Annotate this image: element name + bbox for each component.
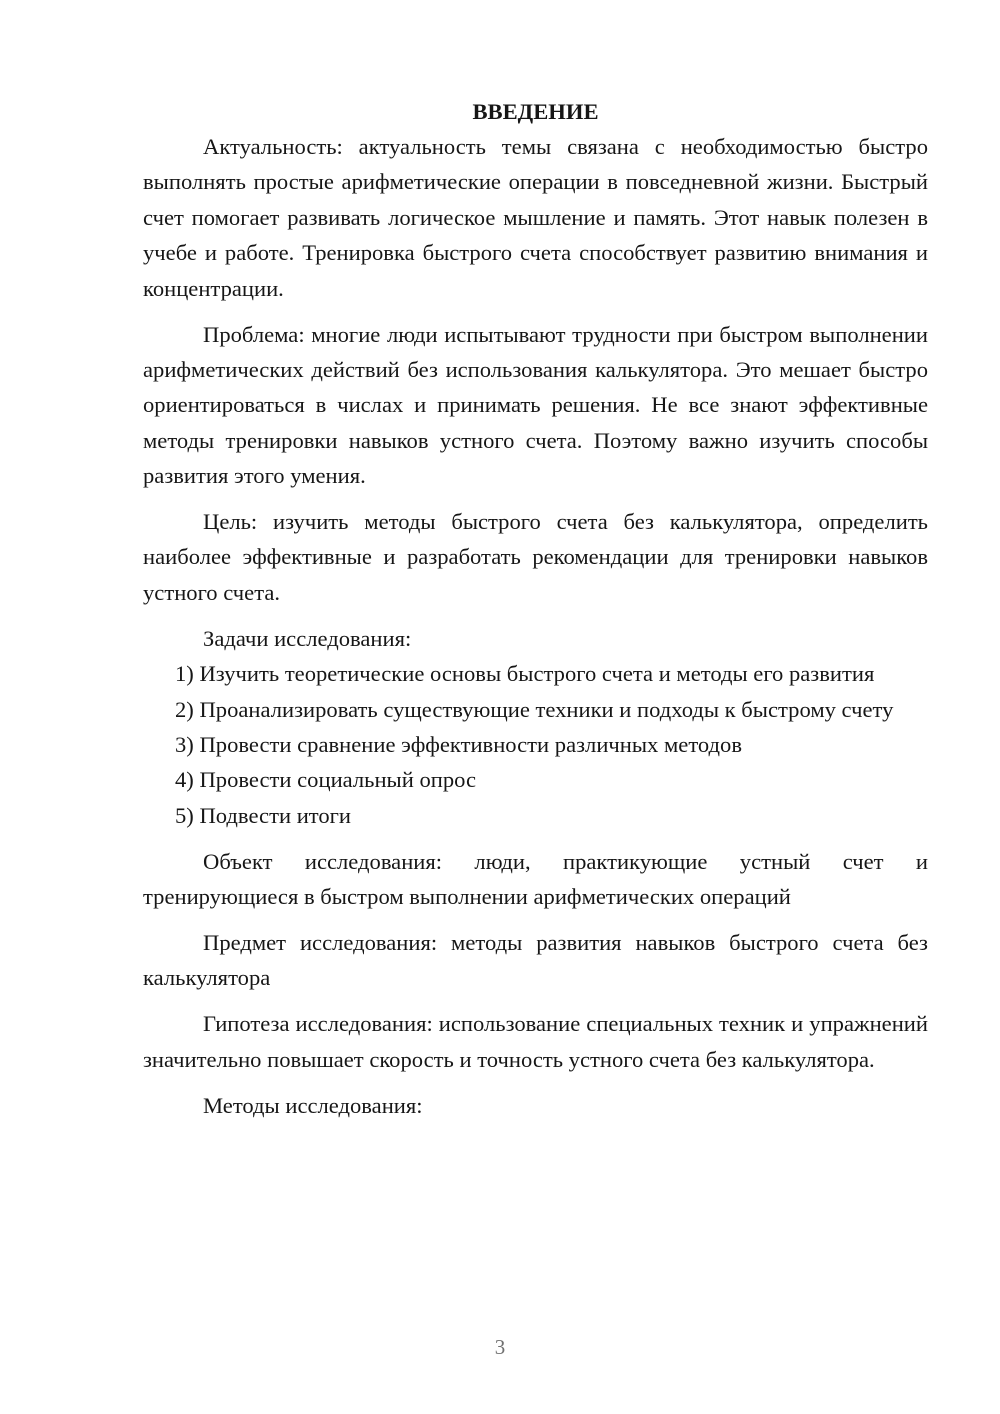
tasks-heading: Задачи исследования: — [203, 625, 412, 651]
methods-heading: Методы исследования: — [203, 1092, 423, 1118]
task-item-5: 5) Подвести итоги — [175, 802, 352, 828]
page-content — [143, 94, 928, 1123]
page-number: 3 — [494, 1335, 506, 1359]
hypothesis-paragraph: Гипотеза исследования: использование специальных техник и упражнений значительно повышает скорость и точность устного счета без калькулятора. — [143, 1011, 928, 1072]
task-item-2: 2) Проанализировать существующие техники и подходы к быстрому счету — [175, 696, 894, 722]
page-title: ВВЕДЕНИЕ — [472, 99, 599, 124]
task-item-4: 4) Провести социальный опрос — [175, 767, 477, 793]
task-item-1: 1) Изучить теоретические основы быстрого счета и методы его развития — [175, 661, 875, 687]
subject-paragraph: Предмет исследования: методы развития навыков быстрого счета без калькулятора — [143, 930, 928, 991]
problem-paragraph: Проблема: многие люди испытывают трудности при быстром выполнении арифметических действий без использования калькулятора. Это мешает быстро ориентироваться в числах и принимать решения. Не все знают эффективные методы тренировки навыков устного счета. Поэтому важно изучить способы развития этого умения. — [143, 321, 928, 489]
goal-paragraph: Цель: изучить методы быстрого счета без калькулятора, определить наиболее эффективные и разработать рекомендации для тренировки навыков устного счета. — [143, 509, 928, 605]
relevance-paragraph: Актуальность: актуальность темы связана с необходимостью быстро выполнять простые арифметические операции в повседневной жизни. Быстрый счет помогает развивать логическое мышление и память. Этот навык полезен в учебе и работе. Тренировка быстрого счета способствует развитию внимания и концентрации. — [143, 134, 928, 301]
task-item-3: 3) Провести сравнение эффективности различных методов — [175, 732, 742, 757]
object-paragraph: Объект исследования: люди, практикующие устный счет и тренирующиеся в быстром выполнении арифметических операций — [143, 848, 928, 910]
